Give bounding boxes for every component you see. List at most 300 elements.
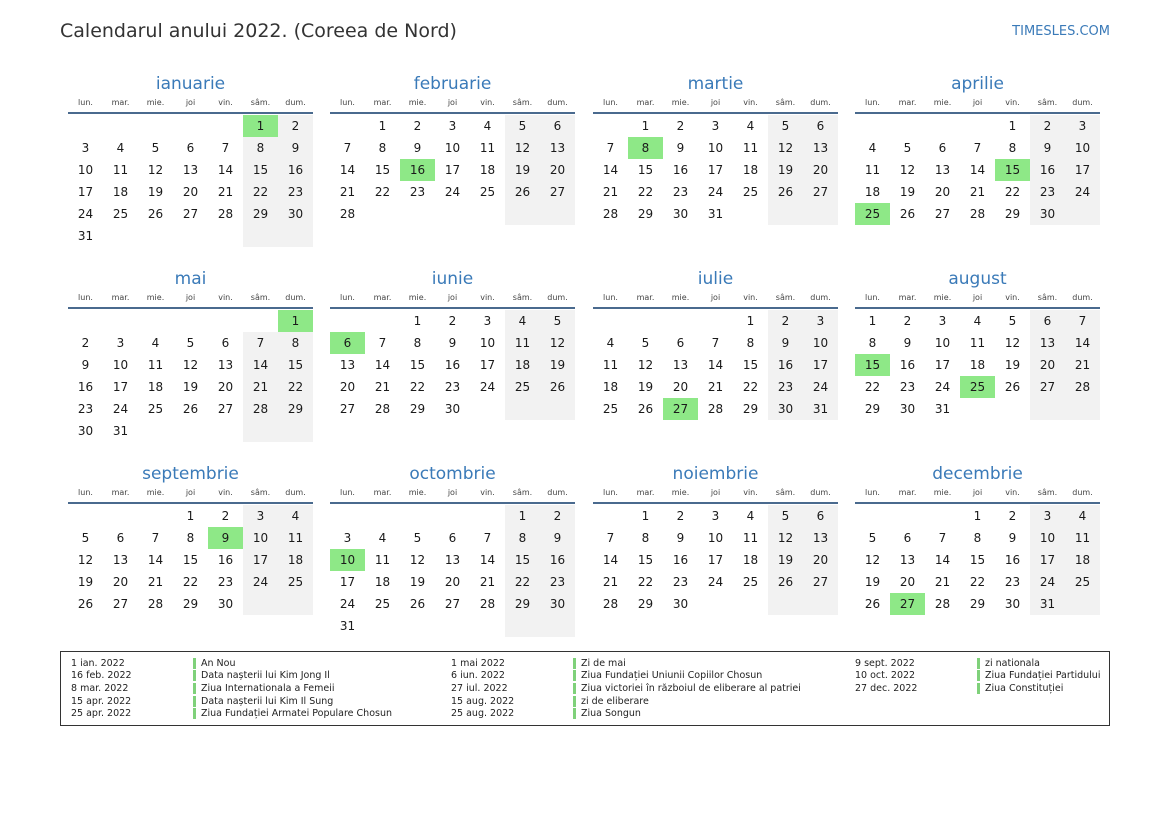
day-cell: 3 <box>448 119 457 133</box>
day-cell: 27 <box>663 398 698 420</box>
day-cell: 11 <box>742 141 759 155</box>
weekday-label: dum. <box>810 488 831 497</box>
legend-column <box>855 657 1100 695</box>
empty-cell <box>330 505 365 527</box>
weekday-label: mie. <box>933 488 952 497</box>
day-cell: 13 <box>672 358 689 372</box>
day-cell: 24 <box>243 571 278 593</box>
weekday-header <box>855 486 1100 500</box>
weekday-label: mar. <box>111 293 130 302</box>
day-cell: 21 <box>934 575 951 589</box>
day-cell: 16 <box>899 358 916 372</box>
month-name: august <box>948 269 1007 289</box>
day-cell: 9 <box>1030 137 1065 159</box>
day-cell: 4 <box>505 310 540 332</box>
day-cell: 25 <box>855 203 890 225</box>
empty-cell <box>435 203 470 225</box>
day-cell: 21 <box>1065 354 1100 376</box>
day-cell: 10 <box>707 141 724 155</box>
day-cell: 11 <box>505 332 540 354</box>
weekday-label: sâm. <box>1037 293 1058 302</box>
holiday-marker <box>193 708 196 719</box>
empty-cell <box>400 505 435 527</box>
day-cell: 12 <box>768 137 803 159</box>
month-name: februarie <box>413 74 492 94</box>
month-name: noiembrie <box>672 464 759 484</box>
empty-cell <box>733 593 768 615</box>
day-cell: 8 <box>641 531 650 545</box>
day-cell: 4 <box>1065 505 1100 527</box>
day-cell: 12 <box>409 553 426 567</box>
day-cell: 5 <box>768 115 803 137</box>
day-cell: 28 <box>602 597 619 611</box>
day-cell: 27 <box>1030 376 1065 398</box>
holiday-date: 9 sept. 2022 <box>855 657 915 669</box>
day-cell: 6 <box>803 505 838 527</box>
day-cell: 17 <box>112 380 129 394</box>
day-cell: 24 <box>339 597 356 611</box>
day-cell: 22 <box>637 575 654 589</box>
weekday-label: mie. <box>671 293 690 302</box>
weekday-header <box>855 291 1100 305</box>
header-rule <box>330 502 575 504</box>
day-cell: 29 <box>1004 207 1021 221</box>
day-cell: 18 <box>479 163 496 177</box>
empty-cell <box>1065 398 1100 420</box>
empty-cell <box>103 310 138 332</box>
weekday-label: lun. <box>340 98 355 107</box>
holiday-date: 1 mai 2022 <box>451 657 505 669</box>
day-cell: 22 <box>864 380 881 394</box>
day-cell: 13 <box>1030 332 1065 354</box>
holiday-name: Ziua Constituției <box>985 682 1064 694</box>
weekday-label: mar. <box>636 488 655 497</box>
empty-cell <box>540 615 575 637</box>
weekday-label: mar. <box>898 293 917 302</box>
day-cell: 5 <box>151 141 160 155</box>
weekday-label: dum. <box>1072 293 1093 302</box>
day-cell: 9 <box>676 141 685 155</box>
day-cell: 27 <box>112 597 129 611</box>
day-cell: 16 <box>444 358 461 372</box>
weekday-label: dum. <box>285 488 306 497</box>
day-cell: 6 <box>186 141 195 155</box>
day-cell: 26 <box>540 376 575 398</box>
day-cell: 12 <box>505 137 540 159</box>
header-rule <box>330 307 575 309</box>
day-cell: 15 <box>742 358 759 372</box>
empty-cell <box>593 310 628 332</box>
day-cell: 18 <box>278 549 313 571</box>
month-ianuarie <box>68 73 313 247</box>
day-cell: 7 <box>221 141 230 155</box>
month-name: aprilie <box>951 74 1004 94</box>
day-cell: 8 <box>973 531 982 545</box>
day-cell: 23 <box>444 380 461 394</box>
holiday-legend <box>60 651 1110 726</box>
day-cell: 12 <box>77 553 94 567</box>
day-cell: 14 <box>339 163 356 177</box>
day-cell: 19 <box>637 380 654 394</box>
legend-row <box>71 707 392 720</box>
day-cell: 2 <box>768 310 803 332</box>
day-cell: 7 <box>343 141 352 155</box>
day-cell: 30 <box>77 424 94 438</box>
day-cell: 1 <box>413 314 422 328</box>
weekday-label: sâm. <box>512 98 533 107</box>
day-cell: 20 <box>339 380 356 394</box>
day-grid <box>330 310 575 420</box>
legend-row <box>451 670 801 683</box>
day-cell: 23 <box>217 575 234 589</box>
empty-cell <box>138 505 173 527</box>
day-cell: 30 <box>540 593 575 615</box>
day-cell: 17 <box>934 358 951 372</box>
day-cell: 4 <box>746 509 755 523</box>
weekday-header <box>593 486 838 500</box>
day-cell: 8 <box>628 137 663 159</box>
day-cell: 19 <box>768 549 803 571</box>
weekday-label: mar. <box>898 488 917 497</box>
legend-row <box>451 707 801 720</box>
day-cell: 13 <box>803 137 838 159</box>
weekday-label: vin. <box>743 293 758 302</box>
weekday-label: joi <box>447 488 458 497</box>
day-cell: 29 <box>969 597 986 611</box>
day-cell: 24 <box>77 207 94 221</box>
day-cell: 26 <box>182 402 199 416</box>
holiday-name: Data nașterii lui Kim Jong Il <box>201 670 330 682</box>
empty-cell <box>628 310 663 332</box>
day-grid <box>68 310 313 442</box>
empty-cell <box>663 310 698 332</box>
day-cell: 5 <box>903 141 912 155</box>
day-cell: 12 <box>864 553 881 567</box>
day-cell: 28 <box>969 207 986 221</box>
day-cell: 4 <box>278 505 313 527</box>
day-cell: 15 <box>243 159 278 181</box>
legend-row <box>855 670 1100 683</box>
empty-cell <box>103 115 138 137</box>
holiday-marker <box>977 683 980 694</box>
day-cell: 23 <box>672 575 689 589</box>
empty-cell <box>330 115 365 137</box>
month-name: decembrie <box>932 464 1023 484</box>
empty-cell <box>68 505 103 527</box>
empty-cell <box>243 225 278 247</box>
day-cell: 4 <box>606 336 615 350</box>
empty-cell <box>173 310 208 332</box>
day-cell: 2 <box>81 336 90 350</box>
holiday-marker <box>573 696 576 707</box>
empty-cell <box>960 398 995 420</box>
day-cell: 22 <box>243 181 278 203</box>
weekday-label: mar. <box>898 98 917 107</box>
empty-cell <box>208 310 243 332</box>
empty-cell <box>593 115 628 137</box>
legend-column <box>71 657 392 720</box>
day-cell: 4 <box>973 314 982 328</box>
day-cell: 28 <box>374 402 391 416</box>
day-cell: 25 <box>602 402 619 416</box>
day-cell: 26 <box>768 571 803 593</box>
holiday-date: 25 apr. 2022 <box>71 708 132 720</box>
day-cell: 16 <box>1030 159 1065 181</box>
weekday-label: vin. <box>218 98 233 107</box>
weekday-label: lun. <box>78 488 93 497</box>
day-cell: 23 <box>672 185 689 199</box>
day-cell: 6 <box>221 336 230 350</box>
day-cell: 7 <box>606 531 615 545</box>
legend-row <box>71 682 392 695</box>
holiday-name: zi de eliberare <box>581 695 649 707</box>
page-title: Calendarul anului 2022. (Coreea de Nord) <box>60 20 457 42</box>
legend-row <box>71 695 392 708</box>
day-cell: 22 <box>742 380 759 394</box>
weekday-label: dum. <box>547 98 568 107</box>
day-cell: 18 <box>969 358 986 372</box>
day-cell: 13 <box>182 163 199 177</box>
day-cell: 20 <box>672 380 689 394</box>
month-septembrie <box>68 463 313 615</box>
holiday-marker <box>573 670 576 681</box>
empty-cell <box>278 225 313 247</box>
day-cell: 7 <box>938 531 947 545</box>
empty-cell <box>103 225 138 247</box>
legend-row <box>71 670 392 683</box>
day-cell: 7 <box>711 336 720 350</box>
weekday-label: lun. <box>603 98 618 107</box>
weekday-header <box>330 291 575 305</box>
day-cell: 12 <box>540 332 575 354</box>
day-cell: 11 <box>969 336 986 350</box>
header-rule <box>855 112 1100 114</box>
day-cell: 15 <box>278 354 313 376</box>
day-cell: 10 <box>444 141 461 155</box>
holiday-marker <box>193 696 196 707</box>
empty-cell <box>365 203 400 225</box>
day-cell: 1 <box>186 509 195 523</box>
weekday-label: sâm. <box>250 293 271 302</box>
day-cell: 22 <box>278 376 313 398</box>
day-cell: 23 <box>409 185 426 199</box>
day-cell: 19 <box>147 185 164 199</box>
day-cell: 22 <box>374 185 391 199</box>
day-cell: 28 <box>479 597 496 611</box>
day-cell: 12 <box>147 163 164 177</box>
holiday-date: 8 mar. 2022 <box>71 682 129 694</box>
day-cell: 27 <box>890 593 925 615</box>
day-cell: 20 <box>803 549 838 571</box>
day-cell: 7 <box>606 141 615 155</box>
day-cell: 17 <box>1065 159 1100 181</box>
day-cell: 3 <box>81 141 90 155</box>
weekday-label: dum. <box>547 488 568 497</box>
day-cell: 14 <box>243 354 278 376</box>
day-cell: 18 <box>1065 549 1100 571</box>
day-cell: 10 <box>77 163 94 177</box>
weekday-label: joi <box>972 293 983 302</box>
day-cell: 30 <box>1030 203 1065 225</box>
empty-cell <box>278 593 313 615</box>
empty-cell <box>365 310 400 332</box>
day-cell: 31 <box>707 207 724 221</box>
day-cell: 3 <box>1065 115 1100 137</box>
day-cell: 1 <box>505 505 540 527</box>
day-cell: 10 <box>934 336 951 350</box>
day-cell: 27 <box>934 207 951 221</box>
day-cell: 27 <box>339 402 356 416</box>
day-cell: 4 <box>116 141 125 155</box>
day-cell: 12 <box>182 358 199 372</box>
day-cell: 8 <box>413 336 422 350</box>
header-rule <box>593 307 838 309</box>
holiday-marker <box>977 670 980 681</box>
day-cell: 3 <box>243 505 278 527</box>
day-cell: 1 <box>746 314 755 328</box>
day-cell: 18 <box>864 185 881 199</box>
weekday-label: sâm. <box>775 293 796 302</box>
day-cell: 5 <box>505 115 540 137</box>
weekday-label: sâm. <box>512 488 533 497</box>
day-cell: 3 <box>1030 505 1065 527</box>
header-rule <box>855 502 1100 504</box>
empty-cell <box>243 310 278 332</box>
empty-cell <box>138 420 173 442</box>
empty-cell <box>505 615 540 637</box>
empty-cell <box>768 593 803 615</box>
day-cell: 4 <box>868 141 877 155</box>
day-cell: 2 <box>676 509 685 523</box>
day-cell: 6 <box>1030 310 1065 332</box>
weekday-label: lun. <box>340 488 355 497</box>
holiday-date: 15 aug. 2022 <box>451 695 515 707</box>
day-cell: 3 <box>343 531 352 545</box>
weekday-header <box>855 96 1100 110</box>
weekday-label: mie. <box>146 293 165 302</box>
day-cell: 24 <box>707 575 724 589</box>
weekday-label: mar. <box>111 98 130 107</box>
day-cell: 26 <box>864 597 881 611</box>
day-cell: 1 <box>973 509 982 523</box>
weekday-header <box>68 96 313 110</box>
weekday-label: lun. <box>603 488 618 497</box>
day-cell: 20 <box>934 185 951 199</box>
day-cell: 9 <box>1008 531 1017 545</box>
day-cell: 12 <box>1004 336 1021 350</box>
legend-row <box>451 682 801 695</box>
day-cell: 14 <box>374 358 391 372</box>
day-cell: 15 <box>969 553 986 567</box>
day-cell: 19 <box>182 380 199 394</box>
header-rule <box>68 112 313 114</box>
holiday-marker <box>573 683 576 694</box>
day-cell: 31 <box>934 402 951 416</box>
day-cell: 30 <box>672 207 689 221</box>
empty-cell <box>995 398 1030 420</box>
day-cell: 5 <box>641 336 650 350</box>
day-cell: 12 <box>899 163 916 177</box>
day-cell: 26 <box>899 207 916 221</box>
empty-cell <box>365 615 400 637</box>
brand-link[interactable]: TIMESLES.COM <box>1012 24 1110 39</box>
day-cell: 25 <box>742 575 759 589</box>
holiday-marker <box>977 658 980 669</box>
empty-cell <box>138 115 173 137</box>
empty-cell <box>960 115 995 137</box>
day-cell: 6 <box>116 531 125 545</box>
month-name: mai <box>174 269 207 289</box>
weekday-label: lun. <box>865 98 880 107</box>
day-cell: 1 <box>378 119 387 133</box>
day-cell: 1 <box>641 119 650 133</box>
day-cell: 4 <box>378 531 387 545</box>
day-cell: 28 <box>217 207 234 221</box>
weekday-label: mie. <box>671 488 690 497</box>
month-martie <box>593 73 838 225</box>
weekday-label: mar. <box>373 293 392 302</box>
weekday-label: joi <box>185 488 196 497</box>
day-cell: 3 <box>711 119 720 133</box>
day-cell: 29 <box>409 402 426 416</box>
holiday-name: Ziua victoriei în războiul de eliberare al patriei <box>581 682 801 694</box>
day-cell: 19 <box>77 575 94 589</box>
holiday-marker <box>193 670 196 681</box>
day-cell: 28 <box>602 207 619 221</box>
weekday-label: mie. <box>146 488 165 497</box>
empty-cell <box>505 203 540 225</box>
day-cell: 22 <box>505 571 540 593</box>
day-cell: 18 <box>602 380 619 394</box>
day-cell: 15 <box>995 159 1030 181</box>
day-cell: 15 <box>409 358 426 372</box>
header-rule <box>68 307 313 309</box>
day-cell: 22 <box>182 575 199 589</box>
weekday-label: vin. <box>1005 98 1020 107</box>
day-cell: 19 <box>540 354 575 376</box>
weekday-label: mar. <box>636 293 655 302</box>
weekday-header <box>593 96 838 110</box>
day-cell: 20 <box>899 575 916 589</box>
weekday-label: joi <box>185 293 196 302</box>
day-cell: 9 <box>903 336 912 350</box>
day-cell: 8 <box>1008 141 1017 155</box>
month-name: iulie <box>697 269 734 289</box>
empty-cell <box>365 505 400 527</box>
weekday-label: mar. <box>373 488 392 497</box>
day-cell: 8 <box>186 531 195 545</box>
day-cell: 26 <box>1004 380 1021 394</box>
day-cell: 31 <box>77 229 94 243</box>
day-cell: 4 <box>746 119 755 133</box>
day-cell: 27 <box>182 207 199 221</box>
day-cell: 4 <box>151 336 160 350</box>
empty-cell <box>505 398 540 420</box>
day-cell: 4 <box>483 119 492 133</box>
day-cell: 17 <box>243 549 278 571</box>
day-cell: 24 <box>479 380 496 394</box>
holiday-date: 10 oct. 2022 <box>855 670 916 682</box>
day-cell: 15 <box>182 553 199 567</box>
holiday-date: 16 feb. 2022 <box>71 670 132 682</box>
empty-cell <box>890 115 925 137</box>
day-cell: 8 <box>505 527 540 549</box>
weekday-label: vin. <box>743 98 758 107</box>
day-cell: 14 <box>934 553 951 567</box>
day-cell: 3 <box>711 509 720 523</box>
day-cell: 25 <box>147 402 164 416</box>
empty-cell <box>803 593 838 615</box>
